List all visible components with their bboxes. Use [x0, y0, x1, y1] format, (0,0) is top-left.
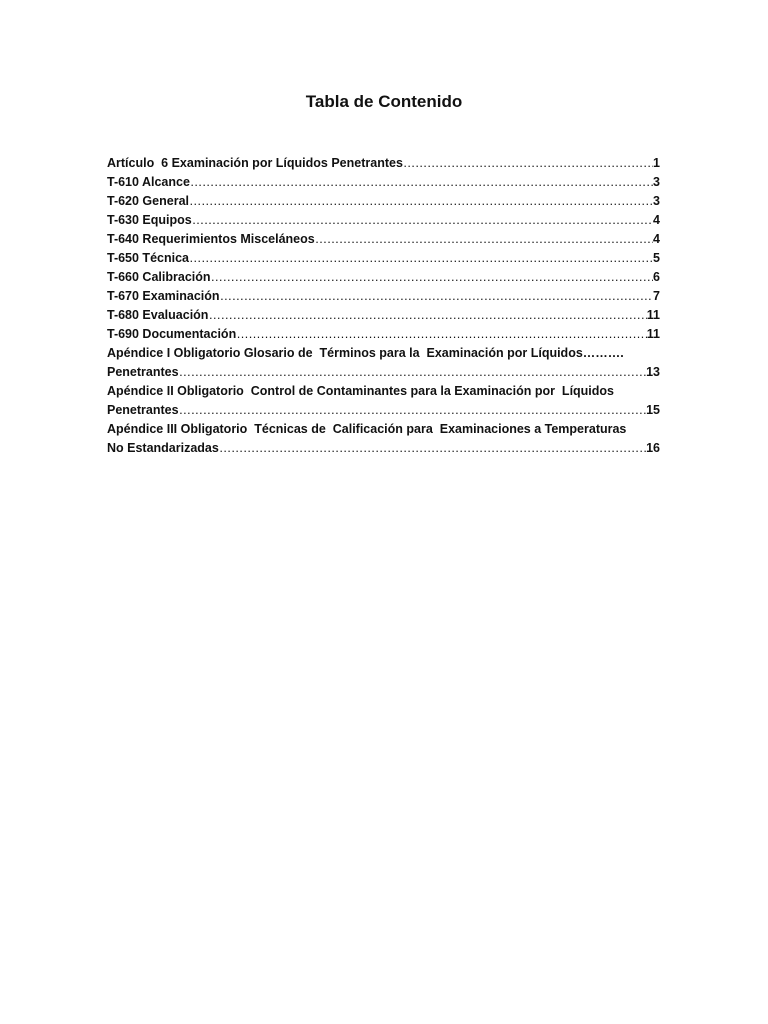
toc-entry-label: T-660 Calibración: [107, 270, 211, 284]
toc-entry-label: Artículo 6 Examinación por Líquidos Penetrantes: [107, 156, 403, 170]
toc-leader-dots: [236, 325, 647, 344]
toc-leader-dots: [315, 230, 653, 249]
toc-entry-page: 1: [653, 156, 660, 170]
toc-entry-label: T-630 Equipos: [107, 213, 192, 227]
toc-leader-dots: [189, 249, 653, 268]
toc-entry: [107, 230, 660, 249]
toc-entry-first-line: [107, 344, 660, 363]
toc-entry-page: 4: [653, 213, 660, 227]
toc-entry-page: 3: [653, 175, 660, 189]
toc-entry-page: 16: [646, 441, 660, 455]
toc-entry-label: T-670 Examinación: [107, 289, 220, 303]
toc-entry: [107, 211, 660, 230]
toc-leader-dots: [403, 154, 653, 173]
toc-entry-first-line: [107, 420, 660, 439]
toc-leader-dots: [192, 211, 653, 230]
toc-entry: [107, 306, 660, 325]
toc-leader-dots: [179, 401, 647, 420]
toc-entry-label: T-690 Documentación: [107, 327, 237, 341]
toc-entry-second-line: [107, 439, 660, 458]
toc-entry: [107, 154, 660, 173]
toc-entry: [107, 268, 660, 287]
toc-leader-dots: [208, 306, 646, 325]
toc-entry-page: 4: [653, 232, 660, 246]
toc-entry-label-continued: Penetrantes: [107, 403, 179, 417]
toc-entry-label-continued: No Estandarizadas: [107, 441, 219, 455]
toc-entry-second-line: [107, 401, 660, 420]
table-of-contents: [107, 154, 660, 458]
toc-entry: [107, 287, 660, 306]
toc-entry-second-line: [107, 363, 660, 382]
toc-entry-first-line: [107, 382, 660, 401]
toc-entry-label: T-610 Alcance: [107, 175, 190, 189]
toc-leader-dots: [219, 439, 646, 458]
toc-leader-dots: [220, 287, 653, 306]
toc-leader-dots: [189, 192, 653, 211]
toc-entry-label: Apéndice III Obligatorio Técnicas de Calificación para Examinaciones a Temperaturas: [107, 422, 627, 436]
toc-entry: [107, 192, 660, 211]
toc-entry: [107, 325, 660, 344]
toc-entry-label: Apéndice II Obligatorio Control de Contaminantes para la Examinación por Líquidos: [107, 384, 615, 398]
toc-entry-page: 5: [653, 251, 660, 265]
toc-entry-label: T-650 Técnica: [107, 251, 189, 265]
toc-entry-label: T-680 Evaluación: [107, 308, 209, 322]
toc-entry-label: Apéndice I Obligatorio Glosario de Términos para la Examinación por Líquidos……….: [107, 346, 624, 360]
toc-entry-page: 11: [646, 308, 660, 322]
toc-entry: [107, 249, 660, 268]
toc-entry-page: 15: [646, 403, 660, 417]
toc-entry-label-continued: Penetrantes: [107, 365, 179, 379]
toc-leader-dots: [179, 363, 647, 382]
toc-entry-page: 13: [646, 365, 660, 379]
page-title: Tabla de Contenido: [305, 92, 463, 111]
toc-entry-label: T-620 General: [107, 194, 189, 208]
toc-entry-page: 7: [653, 289, 660, 303]
toc-entry-page: 3: [653, 194, 660, 208]
toc-entry-page: 11: [646, 327, 660, 341]
toc-entry-page: 6: [653, 270, 660, 284]
toc-entry-label: T-640 Requerimientos Misceláneos: [107, 232, 315, 246]
toc-leader-dots: [211, 268, 654, 287]
toc-leader-dots: [190, 173, 653, 192]
toc-entry: [107, 173, 660, 192]
